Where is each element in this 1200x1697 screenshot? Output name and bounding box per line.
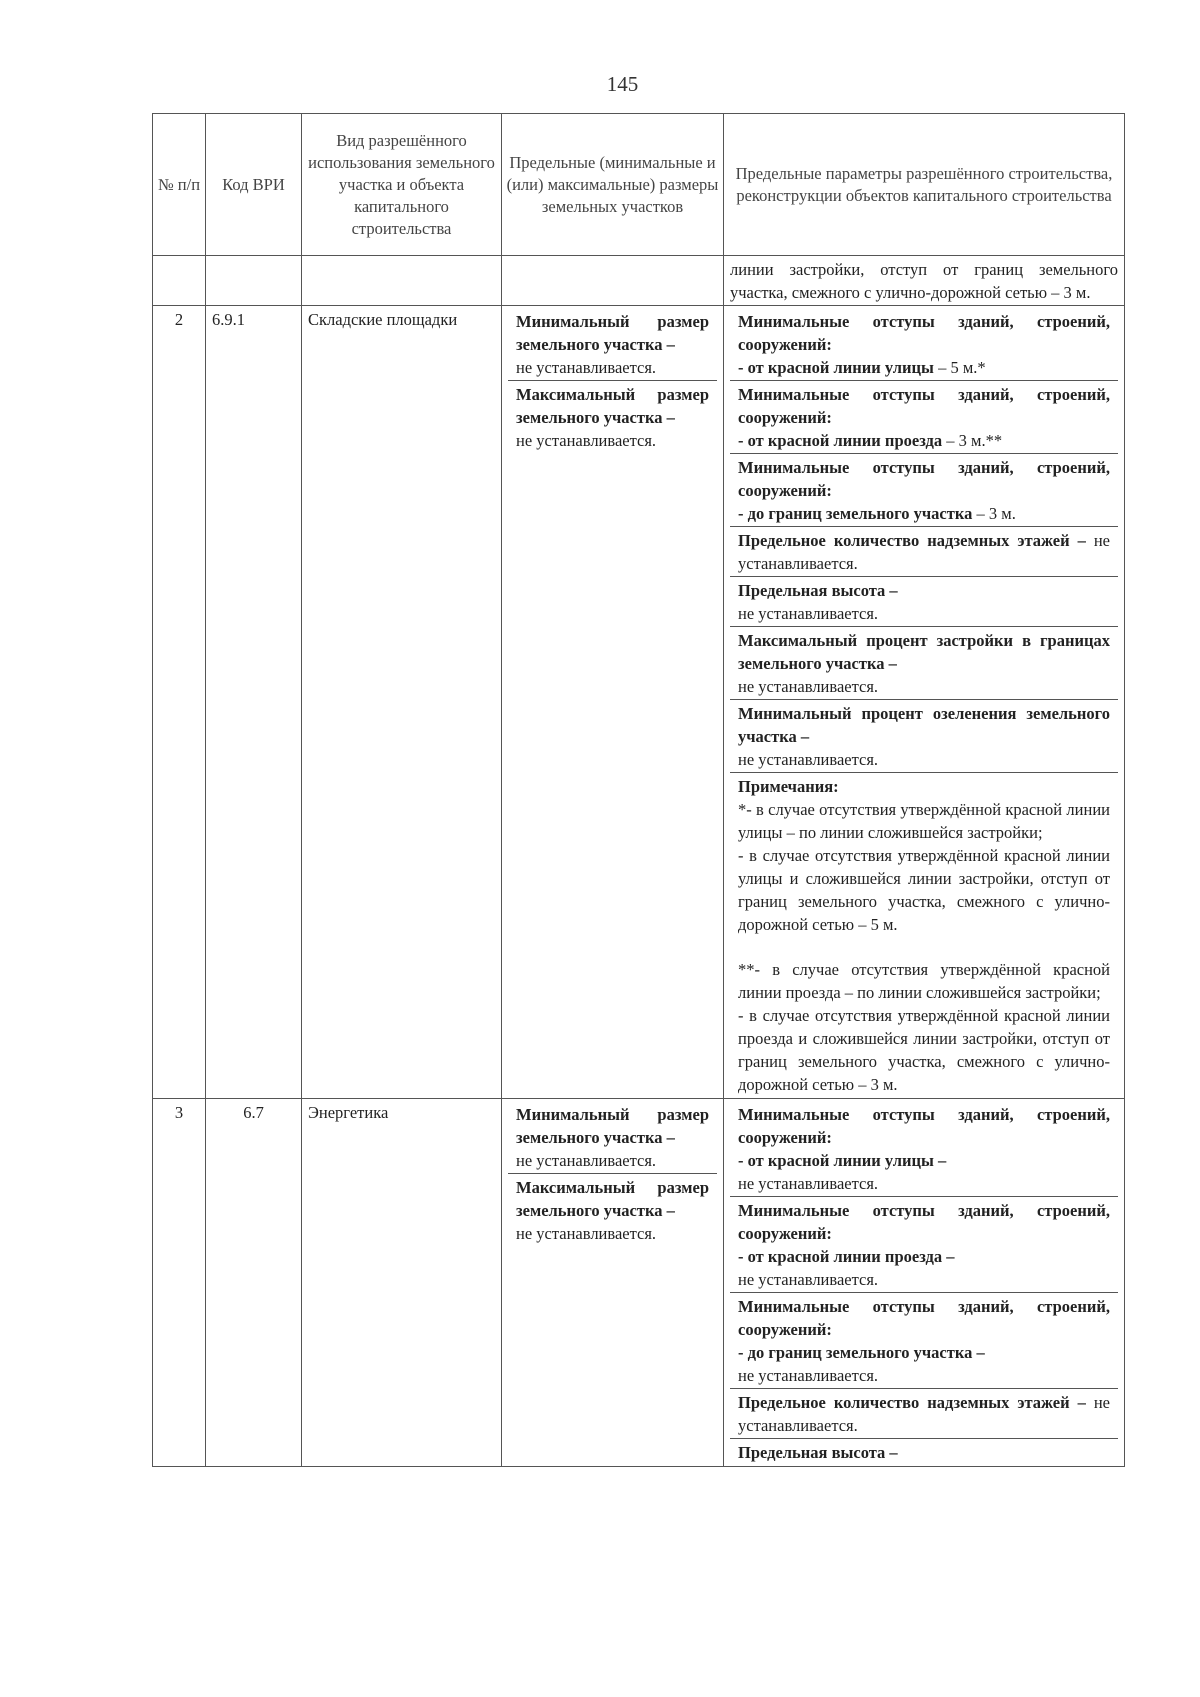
- param-item: Минимальные отступы зданий, строений, сооружений: - от красной линии улицы – не устанавливается.: [730, 1101, 1118, 1197]
- row-use: Складские площадки: [302, 306, 502, 1099]
- page-number: 145: [606, 72, 639, 96]
- row-sizes: [502, 1099, 724, 1467]
- param-item: Минимальные отступы зданий, строений, сооружений: - от красной линии проезда – не устанавливается.: [730, 1197, 1118, 1293]
- header-code: Код ВРИ: [206, 114, 302, 256]
- param-item: Предельное количество надземных этажей – не устанавливается.: [730, 527, 1118, 577]
- notes-title: Примечания:: [738, 777, 839, 796]
- note-paragraph: - в случае отсутствия утверждённой красной линии улицы и сложившейся линии застройки, отступ от границ земельного участка, смежного с улично-дорожной сетью – 5 м.: [738, 846, 1110, 934]
- row-params: [724, 306, 1125, 1099]
- note-paragraph: - в случае отсутствия утверждённой красной линии проезда и сложившейся линии застройки, отступ от границ земельного участка, смежного с улично-дорожной сетью – 3 м.: [738, 1006, 1110, 1094]
- param-item: Предельное количество надземных этажей – не устанавливается.: [730, 1389, 1118, 1439]
- table-row-continuation: [153, 256, 1125, 306]
- row-use: Энергетика: [302, 1099, 502, 1467]
- size-min: Минимальный размер земельного участка – не устанавливается.: [508, 1101, 717, 1174]
- param-item: Минимальные отступы зданий, строений, сооружений: - до границ земельного участка – не устанавливается.: [730, 1293, 1118, 1389]
- row-num: 2: [153, 306, 206, 1099]
- row-sizes: [502, 306, 724, 1099]
- param-item: Предельная высота –: [738, 1443, 898, 1462]
- row-code: 6.9.1: [206, 306, 302, 1099]
- note-paragraph: **- в случае отсутствия утверждённой красной линии проезда – по линии сложившейся застройки;: [738, 960, 1110, 1002]
- param-item: Минимальные отступы зданий, строений, сооружений: - до границ земельного участка – 3 м.: [730, 454, 1118, 527]
- size-max: Максимальный размер земельного участка – не устанавливается.: [516, 1178, 709, 1243]
- header-sizes: Предельные (минимальные и (или) максимальные) размеры земельных участков: [502, 114, 724, 256]
- notes: [730, 773, 1118, 1097]
- header-params: Предельные параметры разрешённого строительства, реконструкции объектов капитального строительства: [724, 114, 1125, 256]
- note-paragraph: *- в случае отсутствия утверждённой красной линии улицы – по линии сложившейся застройки;: [738, 800, 1110, 842]
- size-max: Максимальный размер земельного участка – не устанавливается.: [516, 385, 709, 450]
- header-row: [153, 114, 1125, 256]
- continuation-text: линии застройки, отступ от границ земельного участка, смежного с улично-дорожной сетью – 3 м.: [724, 256, 1125, 306]
- header-num: № п/п: [153, 114, 206, 256]
- param-item: Минимальные отступы зданий, строений, сооружений: - от красной линии улицы – 5 м.*: [730, 308, 1118, 381]
- header-use: Вид разрешённого использования земельного участка и объекта капитального строительства: [302, 114, 502, 256]
- table-row: [153, 1099, 1125, 1467]
- regulations-table: [152, 113, 1125, 1467]
- row-num: 3: [153, 1099, 206, 1467]
- param-item: Минимальные отступы зданий, строений, сооружений: - от красной линии проезда – 3 м.**: [730, 381, 1118, 454]
- param-item: Максимальный процент застройки в границах земельного участка – не устанавливается.: [730, 627, 1118, 700]
- row-code: 6.7: [206, 1099, 302, 1467]
- size-min: Минимальный размер земельного участка – не устанавливается.: [508, 308, 717, 381]
- table-row: [153, 306, 1125, 1099]
- param-item: Предельная высота – не устанавливается.: [730, 577, 1118, 627]
- row-params: [724, 1099, 1125, 1467]
- param-item: Минимальный процент озеленения земельного участка – не устанавливается.: [730, 700, 1118, 773]
